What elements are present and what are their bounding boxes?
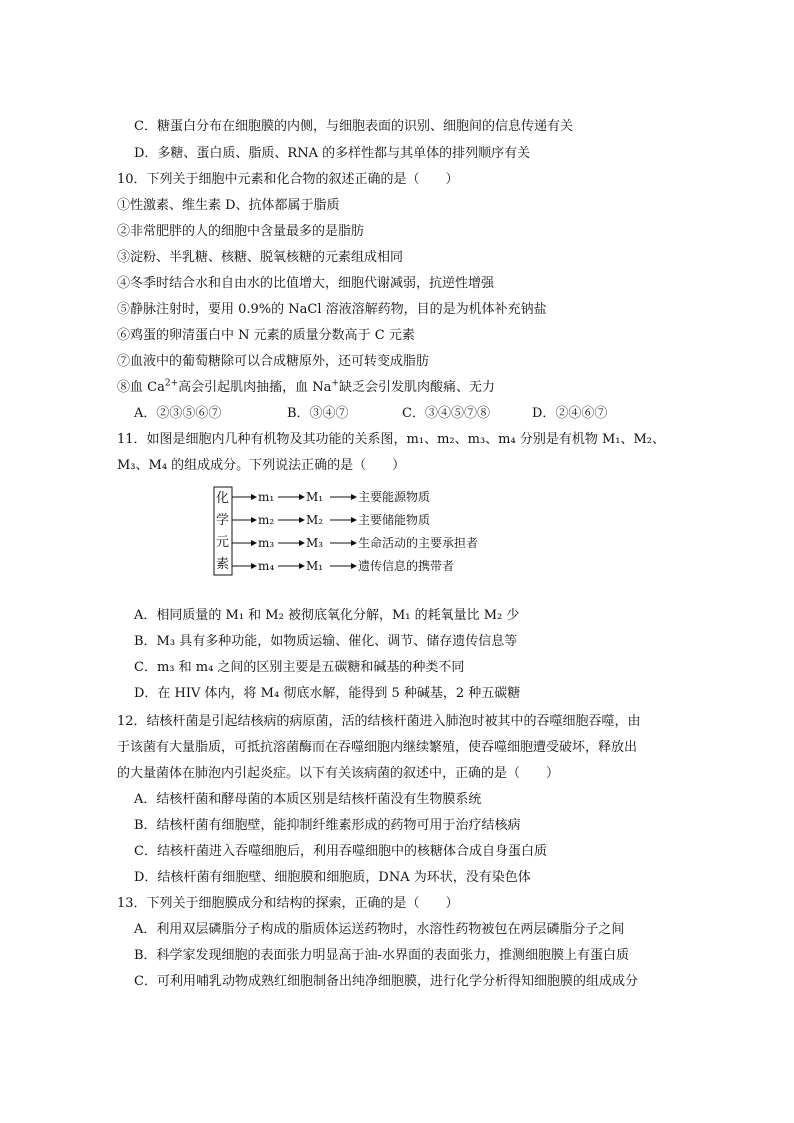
box-char-4: 素 (216, 557, 230, 572)
small-molecule-label: m₁ (258, 490, 275, 504)
q11-stem-line2: M₃、M₄ 的组成成分。下列说法正确的是（ ） (117, 458, 406, 473)
q13-option-a: A．利用双层磷脂分子构成的脂质体运送药物时，水溶性药物被包在两层磷脂分子之间 (134, 922, 625, 937)
q12-stem-line2: 于该菌有大量脂质，可抵抗溶菌酶而在吞噬细胞内继续繁殖，使吞噬细胞遭受破坏，释放出 (117, 740, 638, 755)
q11-stem-line1: 11．如图是细胞内几种有机物及其功能的关系图，m₁、m₂、m₃、m₄ 分别是有机物 M₁、M₂、 (117, 432, 666, 447)
function-label: 遗传信息的携带者 (358, 559, 455, 573)
small-molecule-label: m₂ (258, 513, 275, 527)
q12-option-a: A．结核杆菌和酵母菌的本质区别是结核杆菌没有生物膜系统 (134, 792, 482, 807)
q13-option-b: B．科学家发现细胞的表面张力明显高于油-水界面的表面张力，推测细胞膜上有蛋白质 (134, 948, 629, 963)
box-char-1: 化 (216, 491, 230, 506)
diagram-row-4 (232, 558, 454, 573)
macromolecule-label: M₁ (306, 559, 324, 573)
macromolecule-label: M₁ (306, 490, 324, 504)
q10-item-2: ②非常肥胖的人的细胞中含量最多的是脂肪 (117, 224, 365, 239)
q10-item-1: ①性激素、维生素 D、抗体都属于脂质 (117, 198, 340, 213)
q10-item-3: ③淀粉、半乳糖、核糖、脱氧核糖的元素组成相同 (117, 250, 404, 265)
q12-option-b: B．结核杆菌有细胞壁，能抑制纤维素形成的药物可用于治疗结核病 (134, 818, 521, 833)
q11-option-c: C．m₃ 和 m₄ 之间的区别主要是五碳糖和碱基的种类不同 (134, 660, 465, 675)
macromolecule-label: M₃ (306, 536, 324, 550)
q10-option-c: C．③④⑤⑦⑧ (402, 406, 490, 421)
q10-stem: 10．下列关于细胞中元素和化合物的叙述正确的是（ ） (117, 172, 459, 187)
q10-item-6: ⑥鸡蛋的卵清蛋白中 N 元素的质量分数高于 C 元素 (117, 328, 415, 343)
q12-option-d: D．结核杆菌有细胞壁、细胞膜和细胞质，DNA 为环状，没有染色体 (134, 870, 531, 885)
diagram-row-1 (232, 489, 430, 504)
sodium-charge: + (331, 378, 339, 389)
box-char-2: 学 (216, 513, 230, 528)
q11-option-d: D．在 HIV 体内，将 M₄ 彻底水解，能得到 5 种碱基，2 种五碳糖 (134, 686, 521, 701)
q11-option-b: B．M₃ 具有多种功能，如物质运输、催化、调节、储存遗传信息等 (134, 634, 518, 649)
function-label: 生命活动的主要承担者 (358, 536, 479, 550)
q13-option-c: C．可利用哺乳动物成熟红细胞制备出纯净细胞膜，进行化学分析得知细胞膜的组成成分 (134, 974, 638, 989)
q10-option-d: D．②④⑥⑦ (532, 406, 608, 421)
q10-item-8-text-b: 高会引起肌肉抽搐，血 Na (178, 380, 332, 395)
q10-item-7: ⑦血液中的葡萄糖除可以合成糖原外，还可转变成脂肪 (117, 354, 430, 369)
q10-option-a: A．②③⑤⑥⑦ (134, 406, 222, 421)
q12-stem-line3: 的大量菌体在肺泡内引起炎症。以下有关该病菌的叙述中，正确的是（ ） (117, 766, 560, 781)
organic-matter-diagram (212, 485, 512, 580)
q12-option-c: C．结核杆菌进入吞噬细胞后，利用吞噬细胞中的核糖体合成自身蛋白质 (134, 844, 547, 859)
q13-stem: 13．下列关于细胞膜成分和结构的探索，正确的是（ ） (117, 896, 459, 911)
diagram-row-2 (232, 512, 430, 527)
small-molecule-label: m₃ (258, 536, 275, 550)
q10-item-8 (117, 379, 495, 397)
q12-stem-line1: 12．结核杆菌是引起结核病的病原菌，活的结核杆菌进入肺泡时被其中的吞噬细胞吞噬，由 (117, 714, 641, 729)
q9-option-d: D．多糖、蛋白质、脂质、RNA 的多样性都与其单体的排列顺序有关 (134, 146, 531, 161)
q10-item-8-text-c: 缺乏会引发肌肉酸痛、无力 (338, 380, 495, 395)
q10-item-4: ④冬季时结合水和自由水的比值增大，细胞代谢减弱，抗逆性增强 (117, 276, 495, 291)
function-label: 主要能源物质 (358, 490, 431, 504)
q10-item-5: ⑤静脉注射时，要用 0.9%的 NaCl 溶液溶解药物，目的是为机体补充钠盐 (117, 302, 547, 317)
q10-item-8-text-a: ⑧血 Ca (117, 380, 165, 395)
q11-option-a: A．相同质量的 M₁ 和 M₂ 被彻底氧化分解，M₁ 的耗氧量比 M₂ 少 (134, 608, 520, 623)
macromolecule-label: M₂ (306, 513, 324, 527)
function-label: 主要储能物质 (358, 513, 431, 527)
diagram-row-3 (232, 535, 478, 550)
small-molecule-label: m₄ (258, 559, 275, 573)
q9-option-c: C．糖蛋白分布在细胞膜的内侧，与细胞表面的识别、细胞间的信息传递有关 (134, 119, 573, 134)
calcium-charge: 2+ (164, 378, 179, 389)
box-char-3: 元 (216, 535, 230, 550)
q10-option-b: B．③④⑦ (287, 406, 349, 421)
